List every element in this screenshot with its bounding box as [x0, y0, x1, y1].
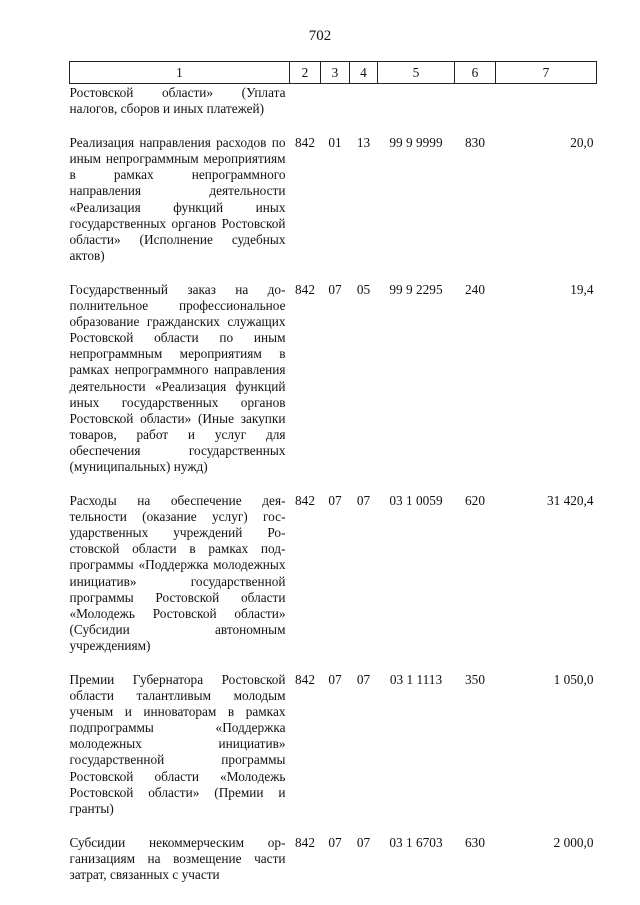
column-header-4: 4 — [350, 62, 378, 84]
row-description: Субсидии некоммерческим организациям на возмещение части затрат, связанных с участи — [69, 834, 286, 883]
page-number: 702 — [308, 28, 332, 44]
row-section: 07 — [328, 281, 342, 297]
row-description: Расходы на обеспечение деятельности (оказание услуг) государственных учреждений Ростовской области в рамках подпрограммы «Поддержка молодежных инициатив» государственной программы Ростовской области «Молодежь Ростовской области» (Субсидии автономным учреждениям) — [69, 493, 286, 653]
row-section: 07 — [328, 834, 342, 850]
row-amount: 2 000,0 — [553, 834, 594, 850]
table-header — [70, 62, 597, 84]
column-header-2: 2 — [290, 62, 321, 84]
row-subsection: 07 — [356, 493, 371, 509]
column-header-7: 7 — [496, 62, 597, 84]
table-row — [70, 493, 597, 672]
row-expense-kind: 830 — [465, 135, 485, 151]
row-target-article — [378, 84, 455, 136]
row-description: Государственный заказ на дополнительное профессиональное образование гражданских служащих Ростовской области по иным непрограммным мероприятиям в рамках непрограммного направления деятельности «Реализация функций иных государственных органов Ростовской области» (Иные закупки товаров, работ и услуг для обеспечения государственных (муниципальных) нужд) — [69, 281, 286, 474]
column-header-3: 3 — [321, 62, 350, 84]
row-amount — [496, 84, 597, 136]
row-target-article: 99 9 9999 — [389, 135, 443, 151]
row-description: Премии Губернатора Ростовской области талантливым молодым ученым и инноваторам в рамках подпрограммы «Поддержка молодежных инициатив» государственной программы Ростовской области «Молодежь Ростовской области» (Премии и гранты) — [69, 672, 286, 816]
table-row — [70, 135, 597, 282]
row-expense-kind: 350 — [465, 672, 485, 687]
column-header-5: 5 — [378, 62, 455, 84]
row-subsection — [350, 84, 378, 136]
row-target-article: 03 1 0059 — [389, 493, 443, 509]
table-row — [70, 84, 597, 136]
row-section: 07 — [328, 493, 342, 509]
row-ministry-code: 842 — [295, 834, 315, 850]
row-ministry-code: 842 — [295, 281, 315, 297]
table-row — [70, 835, 597, 883]
row-amount: 20,0 — [570, 135, 594, 151]
row-amount: 1 050,0 — [553, 672, 594, 687]
row-section: 07 — [328, 672, 342, 687]
column-header-6: 6 — [455, 62, 496, 84]
row-section — [321, 84, 350, 136]
budget-table — [69, 61, 597, 883]
table-row — [70, 672, 597, 835]
row-expense-kind — [455, 84, 496, 136]
row-ministry-code — [290, 84, 321, 136]
row-expense-kind: 240 — [465, 281, 485, 297]
row-subsection: 05 — [356, 281, 371, 297]
row-ministry-code: 842 — [295, 493, 315, 509]
row-subsection: 13 — [356, 135, 371, 151]
column-header-1: 1 — [70, 62, 290, 84]
row-target-article: 03 1 1113 — [389, 672, 443, 687]
table-body — [70, 84, 597, 884]
row-target-article: 03 1 6703 — [389, 834, 443, 850]
row-description: Реализация направления расходов по иным непрограммным мероприятиям в рамках непрограммного направления деятельности «Реализация функций иных государственных органов Ростовской области» (Исполнение судебных актов) — [69, 135, 286, 263]
row-description: Ростовской области» (Уплата налогов, сборов и иных платежей) — [69, 85, 286, 117]
table-row — [70, 282, 597, 493]
row-target-article: 99 9 2295 — [389, 281, 443, 297]
row-ministry-code: 842 — [295, 672, 315, 687]
row-section: 01 — [328, 135, 342, 151]
column-number-row — [70, 62, 597, 84]
row-ministry-code: 842 — [295, 135, 315, 151]
row-amount: 31 420,4 — [546, 493, 594, 509]
row-amount: 19,4 — [570, 281, 594, 297]
row-subsection: 07 — [356, 834, 371, 850]
row-subsection: 07 — [356, 672, 371, 687]
row-expense-kind: 620 — [465, 493, 485, 509]
row-expense-kind: 630 — [465, 834, 485, 850]
